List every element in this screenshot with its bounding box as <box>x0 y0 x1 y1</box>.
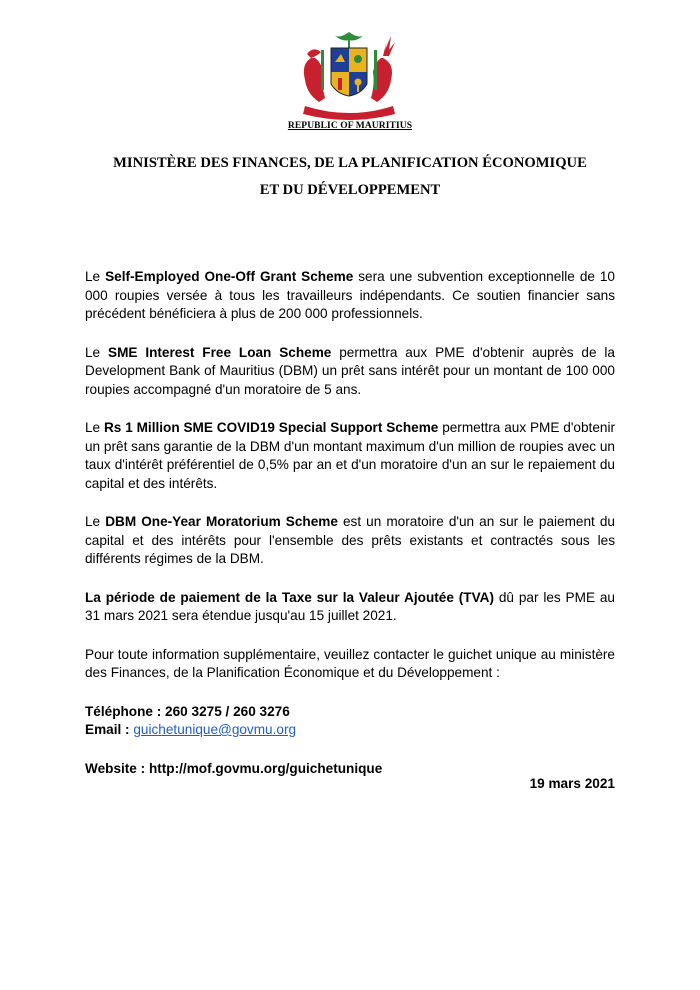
paragraph-tva: La période de paiement de la Taxe sur la Valeur Ajoutée (TVA) dû par les PME au 31 mars 2021 sera étendue jusqu'au 15 juillet 2021. <box>85 589 615 623</box>
paragraph-covid19-support: Le Rs 1 Million SME COVID19 Special Support Scheme permettra aux PME d'obtenir un prêt sans garantie de la DBM d'un montant maximum d'un million de roupies avec un taux d'intérêt préférentiel de 0,5% par an et d'un moratoire d'un an sur le repaiement du capital et des intérêts. <box>85 420 615 491</box>
paragraph-moratorium: Le DBM One-Year Moratorium Scheme est un moratoire d'un an sur le paiement du capital et des intérêts pour l'ensemble des prêts existants et contractés sous les différents régimes de la DBM. <box>85 514 615 566</box>
email-line <box>85 721 615 740</box>
document-body <box>85 268 615 778</box>
ministry-title-line2: ET DU DÉVELOPPEMENT <box>259 182 441 198</box>
coat-of-arms-emblem <box>291 28 407 120</box>
republic-label: REPUBLIC OF MAURITIUS <box>287 121 413 131</box>
website-line: Website : http://mof.govmu.org/guichetunique <box>85 760 383 776</box>
paragraph-interest-free-loan: Le SME Interest Free Loan Scheme permettra aux PME d'obtenir auprès de la Development Bank of Mauritius (DBM) un prêt sans intérêt pour un montant de 100 000 roupies accompagné d'un moratoire de 5 ans. <box>85 344 615 397</box>
document-date: 19 mars 2021 <box>529 776 615 791</box>
paragraph-contact-info: Pour toute information supplémentaire, veuillez contacter le guichet unique au ministère des Finances, de la Planification Économique et du Développement : <box>85 646 615 680</box>
email-link[interactable]: guichetunique@govmu.org <box>133 722 297 737</box>
ministry-title <box>0 150 700 204</box>
phone-line: Téléphone : 260 3275 / 260 3276 <box>85 703 290 719</box>
email-label: Email : <box>85 722 134 737</box>
ministry-title-line1: MINISTÈRE DES FINANCES, DE LA PLANIFICATION ÉCONOMIQUE <box>113 155 587 171</box>
paragraph-self-employed-grant: Le Self-Employed One-Off Grant Scheme sera une subvention exceptionnelle de 10 000 roupies versée à tous les travailleurs indépendants. Ce soutien financier sans précédent bénéficiera à plus de 200 000 professionnels. <box>85 269 615 321</box>
